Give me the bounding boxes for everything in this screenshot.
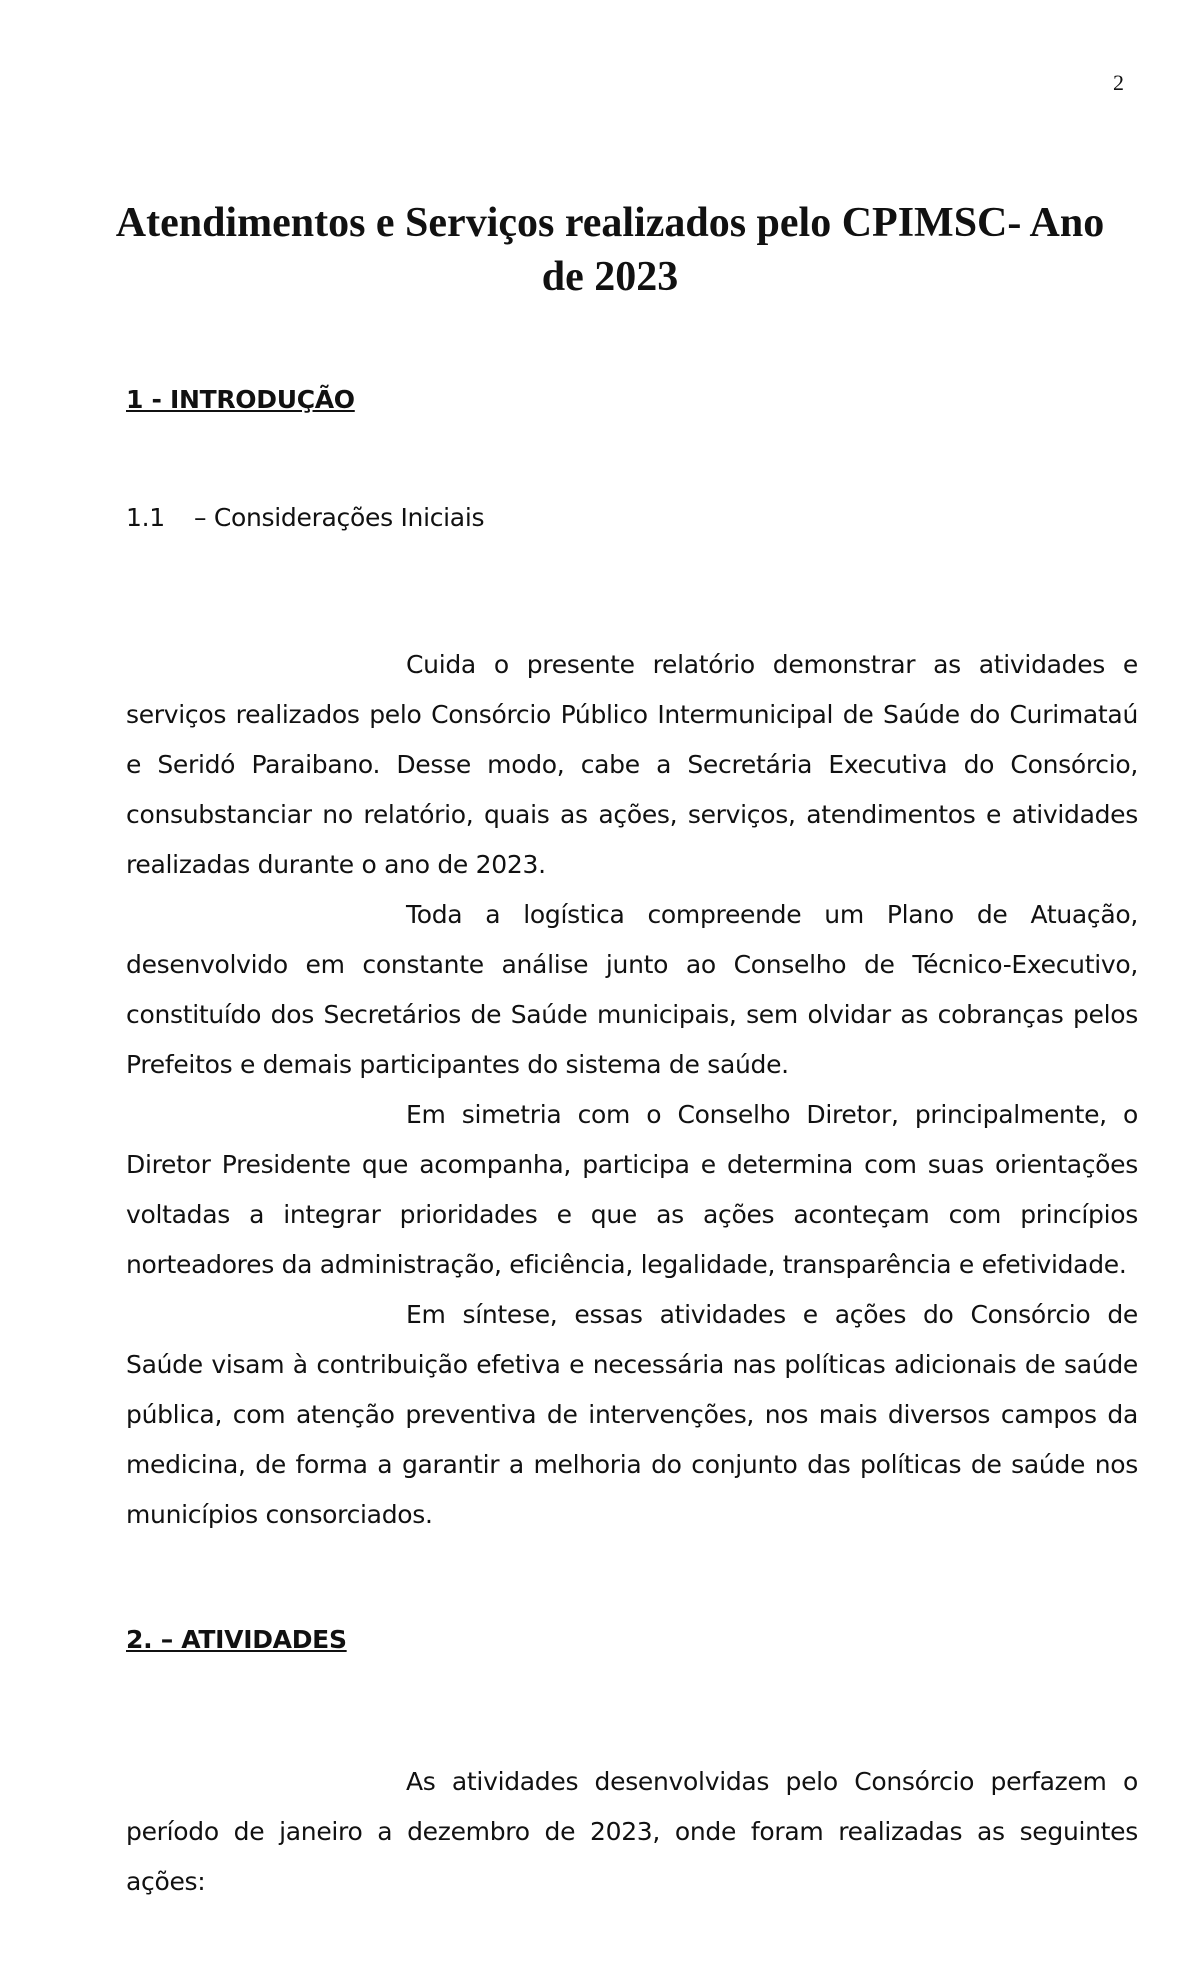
section-heading-atividades: 2. – ATIVIDADES bbox=[126, 1625, 347, 1654]
subsection-heading bbox=[126, 503, 484, 532]
atividades-body bbox=[126, 1757, 1138, 1907]
subsection-title: – Considerações Iniciais bbox=[194, 503, 485, 532]
document-title bbox=[110, 196, 1110, 304]
paragraph: Em síntese, essas atividades e ações do Consórcio de Saúde visam à contribuição efetiva e necessária nas políticas adicionais de saúde pública, com atenção preventiva de intervenções, nos mais diversos campos da medicina, de forma a garantir a melhoria do conjunto das políticas de saúde nos municípios consorciados. bbox=[126, 1300, 1138, 1529]
paragraph: Cuida o presente relatório demonstrar as atividades e serviços realizados pelo Consórcio Público Intermunicipal de Saúde do Curimataú e Seridó Paraibano. Desse modo, cabe a Secretária Executiva do Consórcio, consubstanciar no relatório, quais as ações, serviços, atendimentos e atividades realizadas durante o ano de 2023. bbox=[126, 650, 1138, 879]
paragraph: Toda a logística compreende um Plano de Atuação, desenvolvido em constante análise junto ao Conselho de Técnico-Executivo, constituído dos Secretários de Saúde municipais, sem olvidar as cobranças pelos Prefeitos e demais participantes do sistema de saúde. bbox=[126, 900, 1138, 1079]
paragraph: As atividades desenvolvidas pelo Consórcio perfazem o período de janeiro a dezembro de 2023, onde foram realizadas as seguintes ações: bbox=[126, 1767, 1138, 1896]
section-heading-introducao: 1 - INTRODUÇÃO bbox=[126, 385, 355, 414]
introduction-body bbox=[126, 640, 1138, 1540]
document-title-line-1: Atendimentos e Serviços realizados pelo CPIMSC- Ano bbox=[115, 200, 1105, 246]
subsection-number: 1.1 bbox=[126, 503, 165, 532]
paragraph: Em simetria com o Conselho Diretor, principalmente, o Diretor Presidente que acompanha, participa e determina com suas orientações voltadas a integrar prioridades e que as ações aconteçam com princípios norteadores da administração, eficiência, legalidade, transparência e efetividade. bbox=[126, 1100, 1138, 1279]
page-number: 2 bbox=[1113, 70, 1124, 95]
document-title-line-2: de 2023 bbox=[541, 254, 679, 300]
